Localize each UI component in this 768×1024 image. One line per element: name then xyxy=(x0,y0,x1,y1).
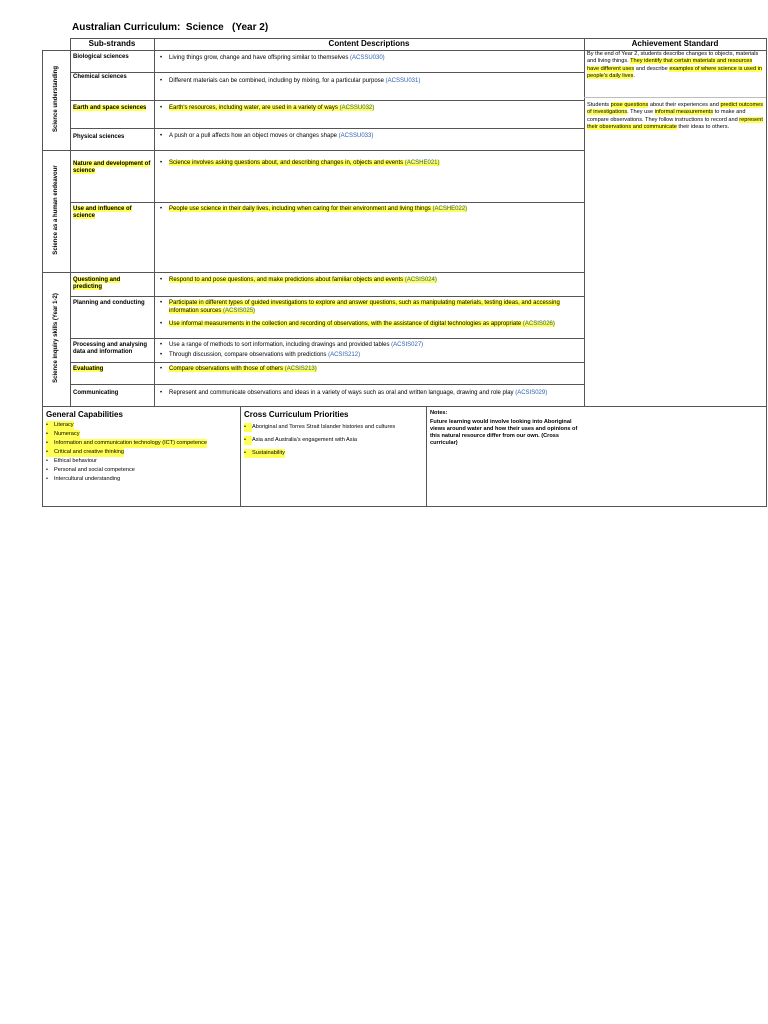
content-row-evaluating: • Compare observations with those of others (ACSIS213) xyxy=(160,366,317,372)
header-achievement: Achievement Standard xyxy=(631,39,719,48)
capability-item: • Ethical behaviour xyxy=(46,458,97,464)
achievement-paragraph-2: Students pose questions about their experiences and predict outcomes of investigations. They use informal measurements to make and compare observations. They follow instructions to record and represent their observations and communicate their ideas to others. xyxy=(587,102,764,130)
sub-strand-earth-space: Earth and space sciences xyxy=(73,105,147,111)
achievement-paragraph-1: By the end of Year 2, students describe changes to objects, materials and living things. They identify that certain materials and resources have different uses and describe examples of where science is used in people's daily lives. xyxy=(587,51,762,79)
strand-inquiry-label: Science inquiry skills (Year 1-2) xyxy=(53,293,59,383)
sub-strand-physical: Physical sciences xyxy=(73,134,125,140)
general-capabilities-title: General Capabilities xyxy=(46,410,123,419)
notes-text: Future learning would involve looking into Aboriginal views around water and how their uses and opinions of this natural resource differ from our own. (Cross curricular) xyxy=(430,419,578,446)
sub-strand-communicating: Communicating xyxy=(73,390,119,396)
priority-item: • Aboriginal and Torres Strait Islander histories and cultures xyxy=(244,424,396,430)
content-row-use-influence: • People use science in their daily lives, including when caring for their environment and living things (ACSHE022) xyxy=(160,206,468,212)
content-row-chemical: • Different materials can be combined, including by mixing, for a particular purpose (ACSSU031) xyxy=(160,78,421,84)
content-row-physical: • A push or a pull affects how an object moves or changes shape (ACSSU033) xyxy=(160,133,374,139)
header-content: Content Descriptions xyxy=(328,39,410,48)
content-row-biological: • Living things grow, change and have offspring similar to themselves (ACSSU030) xyxy=(160,55,385,61)
sub-strand-biological: Biological sciences xyxy=(73,54,129,60)
sub-strand-planning: Planning and conducting xyxy=(73,300,145,306)
sub-strand-evaluating: Evaluating xyxy=(73,366,104,372)
capability-item: • Information and communication technology (ICT) competence xyxy=(46,440,207,446)
sub-strand-use-influence: Use and influence of science xyxy=(73,206,132,219)
general-capabilities-box xyxy=(46,410,238,484)
content-row-nature-development: • Science involves asking questions about, and describing changes in, objects and events (ACSHE021) xyxy=(160,160,440,166)
strand-understanding-label: Science understanding xyxy=(53,66,59,133)
notes-box xyxy=(430,410,580,447)
capability-item: • Critical and creative thinking xyxy=(46,449,124,455)
strand-human-endeavour-cell xyxy=(42,150,70,272)
content-row-planning-2: • Use informal measurements in the collection and recording of observations, with the assistance of digital technologies as appropriate (ACSIS026) xyxy=(160,321,555,327)
capability-item: • Intercultural understanding xyxy=(46,476,121,482)
strand-inquiry-cell xyxy=(42,272,70,406)
content-row-communicating: • Represent and communicate observations and ideas in a variety of ways such as oral and written language, drawing and role play (ACSIS029) xyxy=(160,390,548,396)
sub-strand-chemical: Chemical sciences xyxy=(73,74,127,80)
header-sub-strands: Sub-strands xyxy=(88,39,136,48)
strand-human-endeavour-label: Science as a human endeavour xyxy=(53,165,59,255)
content-row-earth-space: • Earth's resources, including water, are used in a variety of ways (ACSSU032) xyxy=(160,105,375,111)
content-row-processing-2: • Through discussion, compare observations with predictions (ACSIS212) xyxy=(160,352,361,358)
capability-item: • Literacy xyxy=(46,422,74,428)
priority-item: • Sustainability xyxy=(244,450,285,456)
page-title: Australian Curriculum: Science (Year 2) xyxy=(72,22,269,33)
strand-understanding-cell xyxy=(42,50,70,150)
notes-title: Notes: xyxy=(430,410,448,416)
sub-strand-nature-development: Nature and development of science xyxy=(73,161,151,174)
content-row-planning-1: • Participate in different types of guided investigations to explore and answer questions, such as manipulating materials, testing ideas, and accessing information sources (ACSIS025) xyxy=(160,300,560,314)
content-row-questioning: • Respond to and pose questions, and make predictions about familiar objects and events (ACSIS024) xyxy=(160,277,437,283)
capability-item: • Personal and social competence xyxy=(46,467,135,473)
priority-item: • Asia and Australia's engagement with Asia xyxy=(244,437,357,443)
cross-curriculum-title: Cross Curriculum Priorities xyxy=(244,410,349,419)
sub-strand-processing: Processing and analysing data and information xyxy=(73,342,148,355)
sub-strand-questioning: Questioning and predicting xyxy=(73,277,121,290)
capability-item: • Numeracy xyxy=(46,431,80,437)
cross-curriculum-box xyxy=(244,410,424,458)
content-row-processing-1: • Use a range of methods to sort information, including drawings and provided tables (ACSIS027) xyxy=(160,342,424,348)
